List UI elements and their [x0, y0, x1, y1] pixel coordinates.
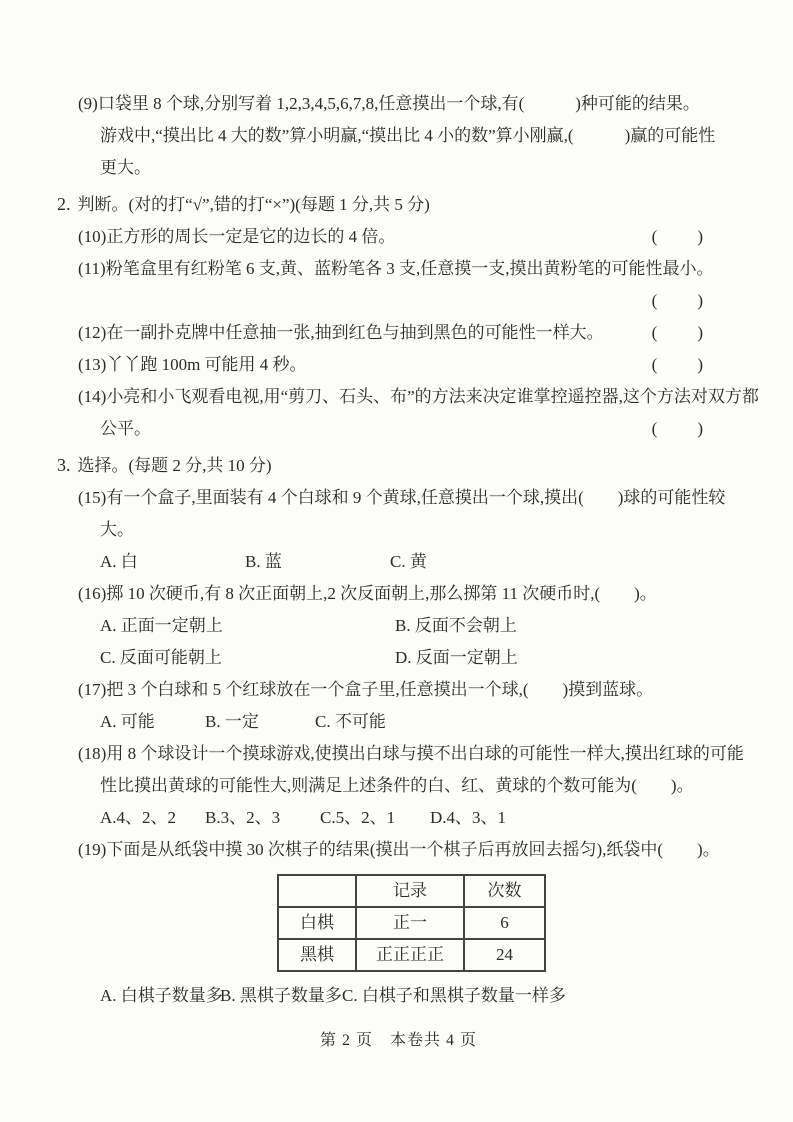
item-13-number: (13) — [78, 355, 107, 374]
q18-line2: 性比摸出黄球的可能性大,则满足上述条件的白、红、黄球的个数可能为( )。 — [100, 776, 694, 795]
item-10 — [78, 221, 740, 253]
item-12 — [78, 317, 740, 349]
q9-text1: 口袋里 8 个球,分别写着 1,2,3,4,5,6,7,8,任意摸出一个球,有( )种可能的结果。 — [97, 94, 700, 113]
item-14 — [78, 381, 759, 413]
section-3-number: 3. — [57, 455, 71, 475]
question-16 — [57, 578, 740, 674]
q18-option-c: C.5、2、1 — [320, 808, 396, 827]
item-11 — [78, 253, 740, 285]
section-2-heading — [57, 188, 740, 221]
q9-line1 — [78, 88, 740, 120]
q19-options — [100, 980, 740, 1012]
item-14-text1: 小亮和小飞观看电视,用“剪刀、石头、布”的方法来决定谁掌控遥控器,这个方法对双方都 — [106, 387, 759, 406]
item-13-answer-bracket: ( ) — [651, 355, 705, 374]
white-piece-count: 6 — [464, 907, 545, 939]
question-17 — [57, 674, 740, 738]
page-footer: 第 2 页 本卷共 4 页 — [319, 1032, 477, 1049]
item-14-line2 — [100, 413, 740, 445]
section-3-heading — [57, 449, 740, 482]
q9-number: (9) — [78, 94, 98, 113]
item-12-number: (12) — [78, 323, 107, 342]
q17-option-b: B. 一定 — [205, 712, 259, 731]
item-13 — [78, 349, 740, 381]
black-piece-count: 24 — [464, 939, 545, 971]
section-2-number: 2. — [57, 194, 71, 214]
q16-text: (16)掷 10 次硬币,有 8 次正面朝上,2 次反面朝上,那么掷第 11 次硬币时,( )。 — [78, 584, 657, 603]
q17-option-c: C. 不可能 — [315, 712, 386, 731]
q18-line1 — [78, 738, 744, 770]
q18-options — [100, 802, 740, 834]
q19-number: (19) — [78, 840, 107, 859]
q18-option-d: D.4、3、1 — [430, 808, 507, 827]
q15-option-a: A. 白 — [100, 552, 138, 571]
q18-option-a: A.4、2、2 — [100, 808, 177, 827]
q15-line1 — [78, 482, 740, 514]
table-row-black — [278, 939, 545, 971]
white-piece-record: 正一 — [356, 907, 464, 939]
tally-table — [277, 874, 546, 972]
table-header-row — [278, 875, 545, 907]
question-19 — [57, 834, 740, 1012]
q16-options-row2 — [100, 642, 740, 674]
question-15 — [57, 482, 740, 578]
item-11-answer-bracket: ( ) — [651, 291, 705, 310]
section-2-title: 判断。(对的打“√”,错的打“×”)(每题 1 分,共 5 分) — [77, 195, 430, 214]
q18-text1: 用 8 个球设计一个摸球游戏,使摸出白球与摸不出白球的可能性一样大,摸出红球的可能 — [106, 744, 744, 763]
q9-line3: 更大。 — [100, 158, 151, 177]
q16-number: (16) — [78, 584, 107, 603]
q19-option-b: B. 黑棋子数量多 — [220, 986, 342, 1005]
item-13-text: (13)丫丫跑 100m 可能用 4 秒。 — [78, 355, 307, 374]
section-3-title: 选择。(每题 2 分,共 10 分) — [77, 456, 272, 475]
q17-option-a: A. 可能 — [100, 712, 155, 731]
table-header-count: 次数 — [464, 875, 545, 907]
black-piece-label: 黑棋 — [278, 939, 356, 971]
q15-text1: 有一个盒子,里面装有 4 个白球和 9 个黄球,任意摸出一个球,摸出( )球的可能性较 — [106, 488, 726, 507]
q16-option-a: A. 正面一定朝上 — [100, 616, 223, 635]
item-10-text: (10)正方形的周长一定是它的边长的 4 倍。 — [78, 227, 396, 246]
item-14-text2: 公平。 — [100, 419, 151, 438]
question-18 — [57, 738, 744, 834]
q15-number: (15) — [78, 488, 107, 507]
item-11-text: 粉笔盒里有红粉笔 6 支,黄、蓝粉笔各 3 支,任意摸一支,摸出黄粉笔的可能性最小。 — [105, 259, 714, 278]
q17-number: (17) — [78, 680, 107, 699]
q17-text: (17)把 3 个白球和 5 个红球放在一个盒子里,任意摸出一个球,( )摸到蓝球。 — [78, 680, 654, 699]
table-row-white — [278, 907, 545, 939]
table-corner-cell — [278, 875, 356, 907]
item-10-answer-bracket: ( ) — [651, 227, 705, 246]
q15-options — [100, 546, 740, 578]
q19-option-a: A. 白棋子数量多 — [100, 986, 223, 1005]
table-header-record: 记录 — [356, 875, 464, 907]
q16-option-d: D. 反面一定朝上 — [395, 648, 518, 667]
item-12-text: (12)在一副扑克牌中任意抽一张,抽到红色与抽到黑色的可能性一样大。 — [78, 323, 604, 342]
q18-number: (18) — [78, 744, 107, 763]
q16-options-row1 — [100, 610, 740, 642]
q15-option-b: B. 蓝 — [245, 552, 282, 571]
q17-options — [100, 706, 740, 738]
q19-text: (19)下面是从纸袋中摸 30 次棋子的结果(摸出一个棋子后再放回去摇匀),纸袋中( )。 — [78, 840, 720, 859]
q16-option-b: B. 反面不会朝上 — [395, 616, 517, 635]
item-12-answer-bracket: ( ) — [651, 323, 705, 342]
item-14-number: (14) — [78, 387, 107, 406]
q16-option-c: C. 反面可能朝上 — [100, 648, 222, 667]
black-piece-record: 正正正正 — [356, 939, 464, 971]
item-11-number: (11) — [78, 259, 106, 278]
white-piece-label: 白棋 — [278, 907, 356, 939]
item-10-number: (10) — [78, 227, 107, 246]
q15-option-c: C. 黄 — [390, 552, 427, 571]
q19-option-c: C. 白棋子和黑棋子数量一样多 — [342, 986, 566, 1005]
q15-line2: 大。 — [100, 520, 134, 539]
q18-option-b: B.3、2、3 — [205, 808, 281, 827]
item-14-answer-bracket: ( ) — [651, 419, 705, 438]
question-9 — [57, 88, 740, 184]
q9-line2: 游戏中,“摸出比 4 大的数”算小明赢,“摸出比 4 小的数”算小刚赢,( )赢的可能性 — [100, 126, 716, 145]
